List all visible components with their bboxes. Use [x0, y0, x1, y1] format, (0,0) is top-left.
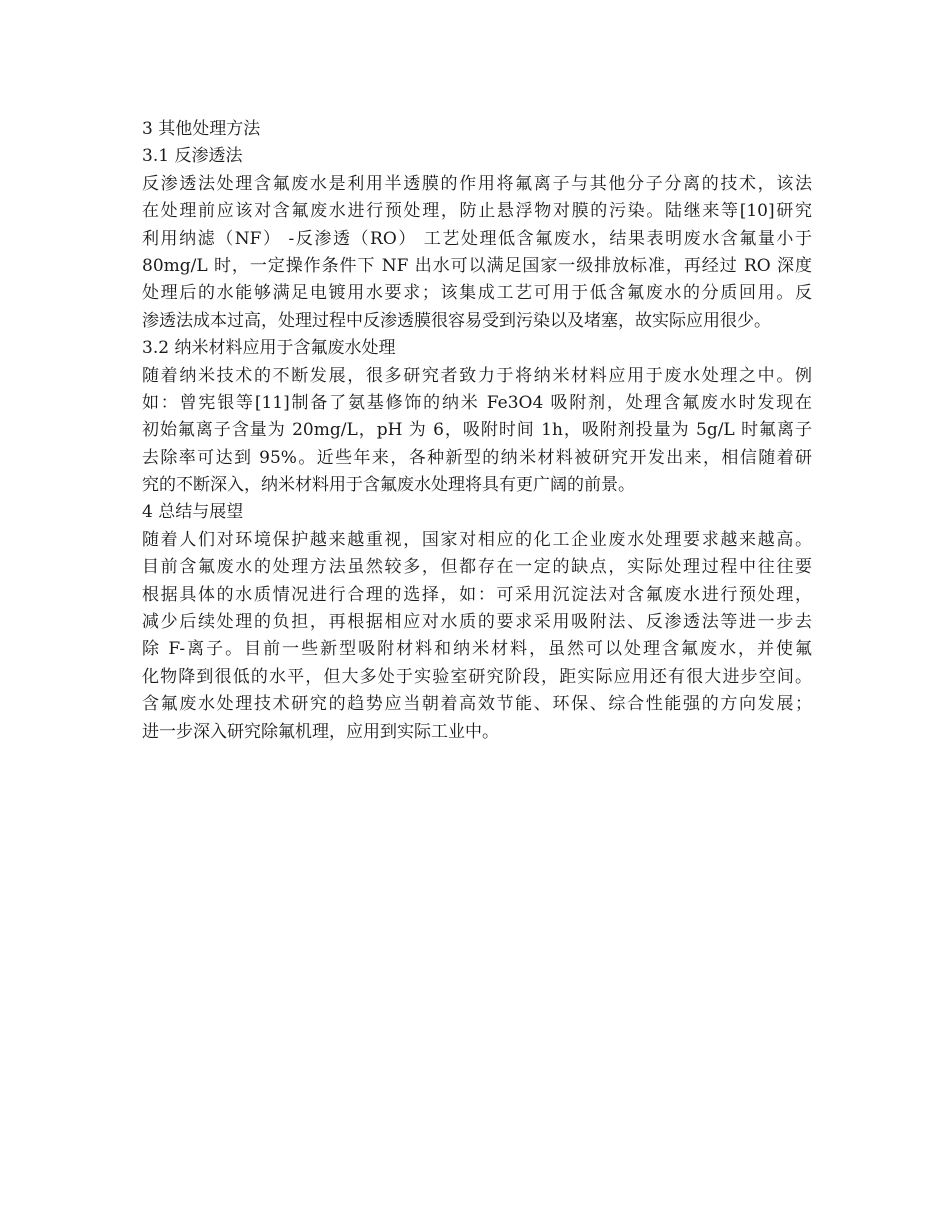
- paragraph-line: 反渗透法处理含氟废水是利用半透膜的作用将氟离子与其他分子分离的技术，该法: [142, 173, 812, 194]
- paragraph-line: 目前含氟废水的处理方法虽然较多，但都存在一定的缺点，实际处理过程中往往要: [142, 557, 812, 578]
- paragraph-line: 根据具体的水质情况进行合理的选择，如：可采用沉淀法对含氟废水进行预处理，: [142, 584, 812, 605]
- paragraph-line: 随着纳米技术的不断发展，很多研究者致力于将纳米材料应用于废水处理之中。例: [142, 365, 812, 386]
- section-heading-3-1: 3.1 反渗透法: [142, 146, 243, 167]
- paragraph-line: 去除率可达到 95%。近些年来，各种新型的纳米材料被研究开发出来，相信随着研: [142, 447, 812, 468]
- paragraph-line: 在处理前应该对含氟废水进行预处理，防止悬浮物对膜的污染。陆继来等[10]研究: [142, 201, 812, 222]
- paragraph-line: 利用纳滤（NF） -反渗透（RO） 工艺处理低含氟废水，结果表明废水含氟量小于: [142, 228, 812, 249]
- paragraph-line: 处理后的水能够满足电镀用水要求；该集成工艺可用于低含氟废水的分质回用。反: [142, 283, 812, 304]
- paragraph-line: 80mg/L 时，一定操作条件下 NF 出水可以满足国家一级排放标准，再经过 RO 深度: [142, 255, 812, 276]
- paragraph-line: 含氟废水处理技术研究的趋势应当朝着高效节能、环保、综合性能强的方向发展；: [142, 694, 812, 715]
- paragraph-line: 随着人们对环境保护越来越重视，国家对相应的化工企业废水处理要求越来越高。: [142, 529, 812, 550]
- paragraph-line: 化物降到很低的水平，但大多处于实验室研究阶段，距实际应用还有很大进步空间。: [142, 666, 812, 687]
- document-page: [142, 116, 812, 746]
- paragraph-line: 减少后续处理的负担，再根据相应对水质的要求采用吸附法、反渗透法等进一步去: [142, 612, 812, 633]
- section-heading-3: 3 其他处理方法: [142, 119, 261, 139]
- paragraph-line: 究的不断深入，纳米材料用于含氟废水处理将具有更广阔的前景。: [142, 475, 635, 496]
- section-heading-4: 4 总结与展望: [142, 502, 244, 523]
- paragraph-line: 初始氟离子含量为 20mg/L，pH 为 6，吸附时间 1h，吸附剂投量为 5g/L 时氟离子: [142, 420, 812, 441]
- paragraph-line: 如：曾宪银等[11]制备了氨基修饰的纳米 Fe3O4 吸附剂，处理含氟废水时发现在: [142, 392, 812, 413]
- section-heading-3-2: 3.2 纳米材料应用于含氟废水处理: [142, 338, 396, 359]
- paragraph-line: 渗透法成本过高，处理过程中反渗透膜很容易受到污染以及堵塞，故实际应用很少。: [142, 310, 771, 331]
- paragraph-line: 除 F-离子。目前一些新型吸附材料和纳米材料，虽然可以处理含氟废水，并使氟: [142, 639, 812, 660]
- paragraph-line: 进一步深入研究除氟机理，应用到实际工业中。: [142, 721, 499, 742]
